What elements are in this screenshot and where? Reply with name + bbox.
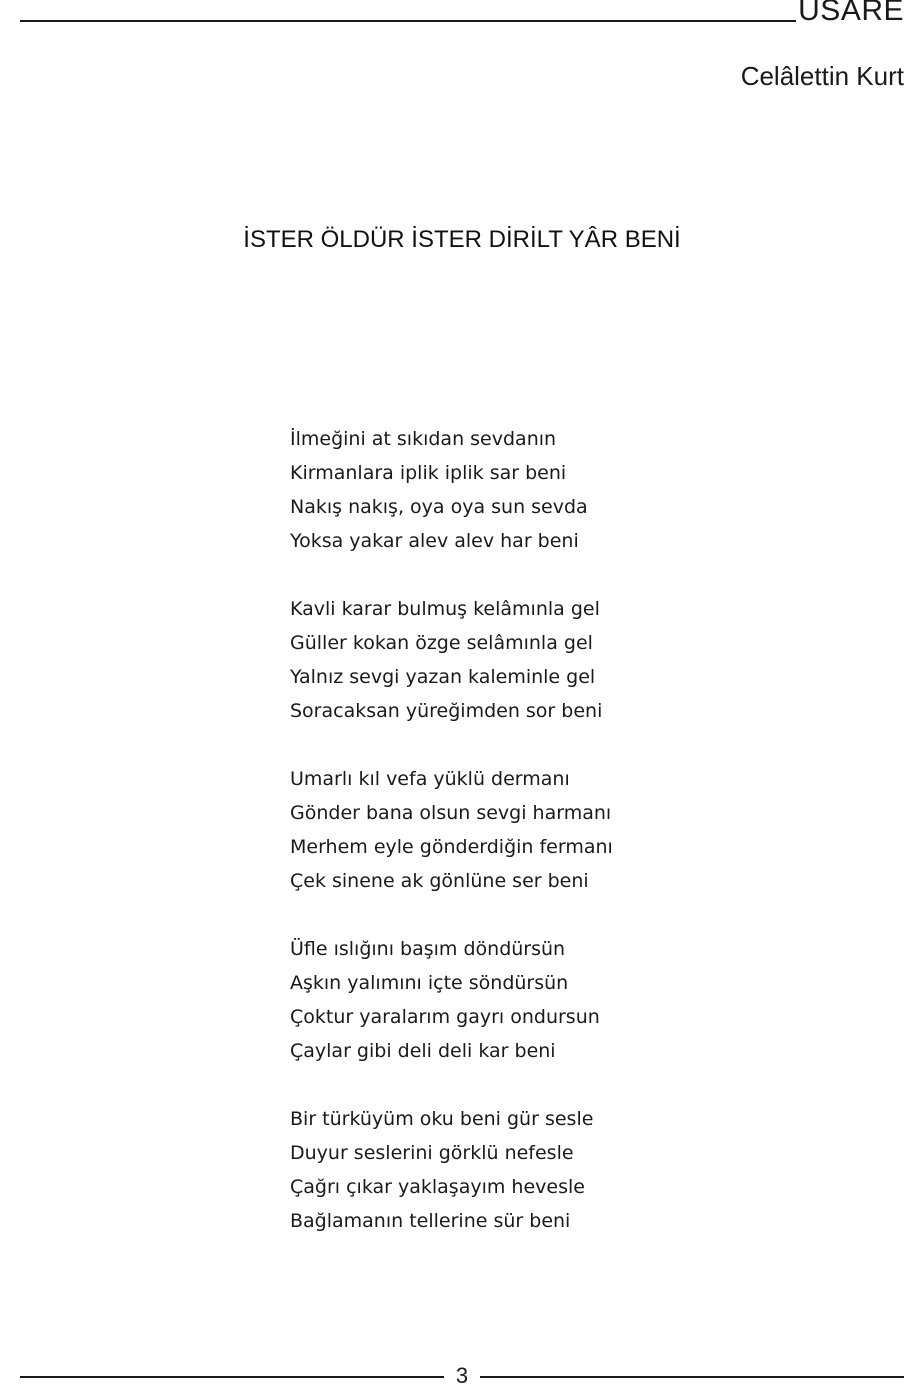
verse-line: Soracaksan yüreğimden sor beni bbox=[290, 700, 603, 722]
verse-line: Çoktur yaralarım gayrı ondursun bbox=[290, 1006, 600, 1028]
stanza-3 bbox=[290, 762, 850, 898]
verse-line: Bağlamanın tellerine sür beni bbox=[290, 1210, 571, 1232]
verse-line: Kirmanlara iplik iplik sar beni bbox=[290, 462, 567, 484]
header-rule bbox=[20, 20, 796, 22]
stanza-4 bbox=[290, 932, 850, 1068]
verse-line: Çaylar gibi deli deli kar beni bbox=[290, 1040, 556, 1062]
verse-line: Bir türküyüm oku beni gür sesle bbox=[290, 1108, 594, 1130]
verse-line: Üfle ıslığını başım döndürsün bbox=[290, 938, 566, 960]
stanza-5 bbox=[290, 1102, 850, 1238]
verse-line: Güller kokan özge selâmınla gel bbox=[290, 632, 593, 654]
verse-line: Nakış nakış, oya oya sun sevda bbox=[290, 496, 588, 518]
verse-line: Umarlı kıl vefa yüklü dermanı bbox=[290, 768, 570, 790]
author-name: Celâlettin Kurt bbox=[740, 61, 904, 91]
poem-body bbox=[290, 422, 850, 1272]
journal-name: USARE bbox=[798, 0, 904, 27]
verse-line: Yalnız sevgi yazan kaleminle gel bbox=[290, 666, 596, 688]
footer-rule-right bbox=[480, 1376, 904, 1378]
verse-line: Çağrı çıkar yaklaşayım hevesle bbox=[290, 1176, 585, 1198]
page-number: 3 bbox=[455, 1363, 469, 1388]
verse-line: İlmeğini at sıkıdan sevdanın bbox=[290, 428, 557, 450]
verse-line: Duyur seslerini görklü nefesle bbox=[290, 1142, 574, 1164]
verse-line: Gönder bana olsun sevgi harmanı bbox=[290, 802, 612, 824]
stanza-2 bbox=[290, 592, 850, 728]
poem-title: İSTER ÖLDÜR İSTER DİRİLT YÂR BENİ bbox=[243, 226, 681, 253]
verse-line: Yoksa yakar alev alev har beni bbox=[290, 530, 579, 552]
verse-line: Kavli karar bulmuş kelâmınla gel bbox=[290, 598, 600, 620]
verse-line: Çek sinene ak gönlüne ser beni bbox=[290, 870, 589, 892]
verse-line: Merhem eyle gönderdiğin fermanı bbox=[290, 836, 613, 858]
verse-line: Aşkın yalımını içte söndürsün bbox=[290, 972, 569, 994]
footer-rule-left bbox=[20, 1376, 444, 1378]
stanza-1 bbox=[290, 422, 850, 558]
